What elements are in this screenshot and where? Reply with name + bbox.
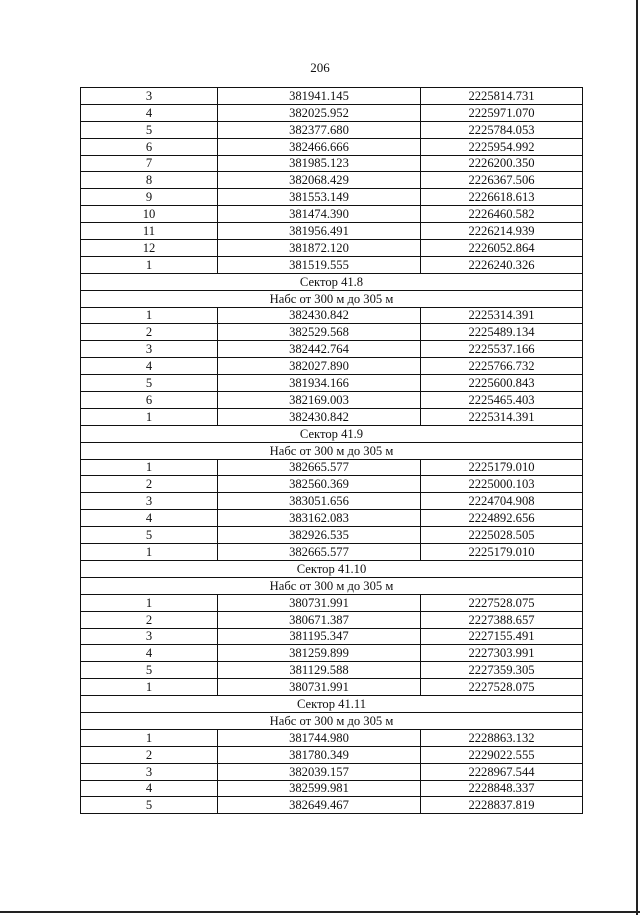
y-coordinate-cell: 2224892.656 [421,510,583,527]
point-number-cell: 4 [81,645,218,662]
y-coordinate-cell: 2226200.350 [421,155,583,172]
x-coordinate-cell: 382926.535 [218,527,421,544]
point-number-cell: 10 [81,206,218,223]
y-coordinate-cell: 2226367.506 [421,172,583,189]
table-row [81,121,583,138]
x-coordinate-cell: 382466.666 [218,138,421,155]
sector-title-row [81,273,583,290]
y-coordinate-cell: 2225000.103 [421,476,583,493]
y-coordinate-cell: 2228848.337 [421,780,583,797]
coordinates-table [80,87,583,814]
page-edge-bottom [0,911,640,913]
table-row [81,729,583,746]
table-row [81,611,583,628]
table-row [81,358,583,375]
point-number-cell: 7 [81,155,218,172]
y-coordinate-cell: 2227528.075 [421,594,583,611]
x-coordinate-cell: 382665.577 [218,459,421,476]
point-number-cell: 3 [81,341,218,358]
table-row [81,138,583,155]
y-coordinate-cell: 2227359.305 [421,662,583,679]
point-number-cell: 1 [81,408,218,425]
page-edge-right [636,0,638,915]
y-coordinate-cell: 2225784.053 [421,121,583,138]
point-number-cell: 3 [81,628,218,645]
x-coordinate-cell: 382430.842 [218,307,421,324]
x-coordinate-cell: 381872.120 [218,240,421,257]
coordinates-table-body [81,88,583,814]
point-number-cell: 6 [81,138,218,155]
table-row [81,763,583,780]
table-row [81,307,583,324]
point-number-cell: 2 [81,476,218,493]
y-coordinate-cell: 2225314.391 [421,408,583,425]
y-coordinate-cell: 2225179.010 [421,459,583,476]
point-number-cell: 9 [81,189,218,206]
table-row [81,476,583,493]
point-number-cell: 1 [81,459,218,476]
point-number-cell: 5 [81,121,218,138]
x-coordinate-cell: 382430.842 [218,408,421,425]
y-coordinate-cell: 2225971.070 [421,104,583,121]
point-number-cell: 4 [81,104,218,121]
x-coordinate-cell: 382599.981 [218,780,421,797]
point-number-cell: 1 [81,256,218,273]
table-row [81,459,583,476]
page-number: 206 [310,60,330,75]
x-coordinate-cell: 382068.429 [218,172,421,189]
x-coordinate-cell: 381259.899 [218,645,421,662]
x-coordinate-cell: 382039.157 [218,763,421,780]
point-number-cell: 1 [81,307,218,324]
table-row [81,797,583,814]
x-coordinate-cell: 381474.390 [218,206,421,223]
x-coordinate-cell: 380671.387 [218,611,421,628]
y-coordinate-cell: 2225465.403 [421,392,583,409]
sector-title-row [81,560,583,577]
x-coordinate-cell: 382169.003 [218,392,421,409]
table-row [81,155,583,172]
point-number-cell: 1 [81,679,218,696]
table-row [81,645,583,662]
table-row [81,189,583,206]
table-row [81,544,583,561]
sector-title: Сектор 41.11 [81,696,583,713]
table-row [81,240,583,257]
sector-title: Сектор 41.10 [81,560,583,577]
y-coordinate-cell: 2226240.326 [421,256,583,273]
x-coordinate-cell: 382442.764 [218,341,421,358]
table-row [81,510,583,527]
y-coordinate-cell: 2225179.010 [421,544,583,561]
y-coordinate-cell: 2227388.657 [421,611,583,628]
point-number-cell: 2 [81,324,218,341]
table-row [81,206,583,223]
table-row [81,324,583,341]
y-coordinate-cell: 2228837.819 [421,797,583,814]
table-row [81,527,583,544]
point-number-cell: 5 [81,797,218,814]
x-coordinate-cell: 382560.369 [218,476,421,493]
point-number-cell: 2 [81,746,218,763]
table-row [81,746,583,763]
point-number-cell: 5 [81,662,218,679]
point-number-cell: 5 [81,527,218,544]
sector-height-row [81,577,583,594]
point-number-cell: 12 [81,240,218,257]
sector-title: Сектор 41.8 [81,273,583,290]
y-coordinate-cell: 2225814.731 [421,88,583,105]
x-coordinate-cell: 383162.083 [218,510,421,527]
table-row [81,594,583,611]
x-coordinate-cell: 383051.656 [218,493,421,510]
sector-height-range: Набс от 300 м до 305 м [81,577,583,594]
point-number-cell: 8 [81,172,218,189]
table-row [81,256,583,273]
y-coordinate-cell: 2225766.732 [421,358,583,375]
x-coordinate-cell: 381956.491 [218,223,421,240]
point-number-cell: 4 [81,510,218,527]
y-coordinate-cell: 2225600.843 [421,375,583,392]
table-row [81,408,583,425]
x-coordinate-cell: 380731.991 [218,594,421,611]
y-coordinate-cell: 2227528.075 [421,679,583,696]
sector-height-range: Набс от 300 м до 305 м [81,712,583,729]
sector-height-row [81,290,583,307]
x-coordinate-cell: 382025.952 [218,104,421,121]
y-coordinate-cell: 2225489.134 [421,324,583,341]
sector-title-row [81,425,583,442]
table-row [81,223,583,240]
table-row [81,662,583,679]
x-coordinate-cell: 381780.349 [218,746,421,763]
y-coordinate-cell: 2227303.991 [421,645,583,662]
sector-title-row [81,696,583,713]
x-coordinate-cell: 382529.568 [218,324,421,341]
x-coordinate-cell: 381941.145 [218,88,421,105]
y-coordinate-cell: 2225954.992 [421,138,583,155]
point-number-cell: 3 [81,763,218,780]
y-coordinate-cell: 2226618.613 [421,189,583,206]
point-number-cell: 1 [81,594,218,611]
point-number-cell: 3 [81,88,218,105]
point-number-cell: 5 [81,375,218,392]
y-coordinate-cell: 2226052.864 [421,240,583,257]
point-number-cell: 6 [81,392,218,409]
sector-height-row [81,712,583,729]
y-coordinate-cell: 2227155.491 [421,628,583,645]
table-row [81,104,583,121]
sector-height-row [81,442,583,459]
table-row [81,88,583,105]
table-row [81,341,583,358]
x-coordinate-cell: 380731.991 [218,679,421,696]
sector-height-range: Набс от 300 м до 305 м [81,290,583,307]
table-row [81,172,583,189]
y-coordinate-cell: 2224704.908 [421,493,583,510]
table-row [81,493,583,510]
x-coordinate-cell: 381129.588 [218,662,421,679]
point-number-cell: 3 [81,493,218,510]
point-number-cell: 2 [81,611,218,628]
y-coordinate-cell: 2229022.555 [421,746,583,763]
x-coordinate-cell: 382027.890 [218,358,421,375]
sector-title: Сектор 41.9 [81,425,583,442]
table-row [81,392,583,409]
table-row [81,375,583,392]
point-number-cell: 11 [81,223,218,240]
point-number-cell: 4 [81,358,218,375]
x-coordinate-cell: 381934.166 [218,375,421,392]
point-number-cell: 4 [81,780,218,797]
x-coordinate-cell: 381519.555 [218,256,421,273]
x-coordinate-cell: 382665.577 [218,544,421,561]
y-coordinate-cell: 2226214.939 [421,223,583,240]
x-coordinate-cell: 382377.680 [218,121,421,138]
y-coordinate-cell: 2228967.544 [421,763,583,780]
table-row [81,679,583,696]
point-number-cell: 1 [81,544,218,561]
y-coordinate-cell: 2225314.391 [421,307,583,324]
x-coordinate-cell: 381985.123 [218,155,421,172]
y-coordinate-cell: 2225537.166 [421,341,583,358]
table-row [81,780,583,797]
y-coordinate-cell: 2225028.505 [421,527,583,544]
x-coordinate-cell: 381744.980 [218,729,421,746]
x-coordinate-cell: 381195.347 [218,628,421,645]
y-coordinate-cell: 2228863.132 [421,729,583,746]
table-row [81,628,583,645]
y-coordinate-cell: 2226460.582 [421,206,583,223]
sector-height-range: Набс от 300 м до 305 м [81,442,583,459]
point-number-cell: 1 [81,729,218,746]
x-coordinate-cell: 382649.467 [218,797,421,814]
x-coordinate-cell: 381553.149 [218,189,421,206]
